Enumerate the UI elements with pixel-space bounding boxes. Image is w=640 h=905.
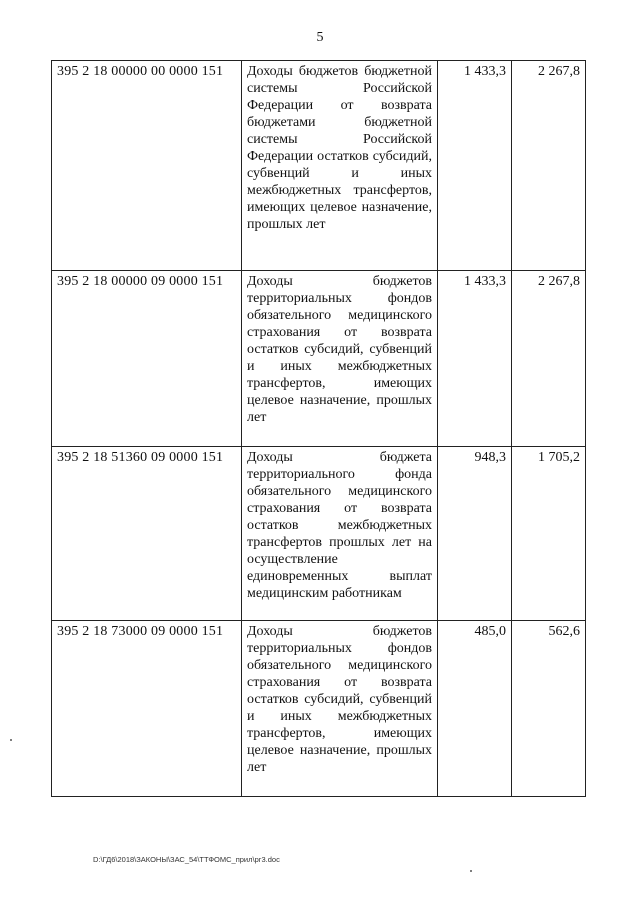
file-path-footer: D:\ГД6\2018\ЗАКОНЫ\ЗАС_54\ТТФОМС_прил\рг3.doc xyxy=(93,855,280,864)
amount-cell-1: 1 433,3 xyxy=(438,61,512,271)
page-number: 5 xyxy=(316,30,324,45)
revenue-name-cell: Доходы бюджетов бюджетной системы Российской Федерации от возврата бюджетами бюджетной системы Российской Федерации остатков субсидий, субвенций и иных межбюджетных трансфертов, имеющих целевое назначение, прошлых лет xyxy=(242,61,438,271)
amount-cell-2: 2 267,8 xyxy=(512,61,586,271)
revenue-table xyxy=(51,60,586,797)
table-row xyxy=(52,621,586,797)
amount-cell-2: 1 705,2 xyxy=(512,447,586,621)
budget-code-cell: 395 2 18 00000 09 0000 151 xyxy=(52,271,242,447)
table-row xyxy=(52,271,586,447)
budget-code-cell: 395 2 18 73000 09 0000 151 xyxy=(52,621,242,797)
budget-code-cell: 395 2 18 51360 09 0000 151 xyxy=(52,447,242,621)
table-row xyxy=(52,447,586,621)
revenue-name-cell: Доходы бюджетов территориальных фондов обязательного медицинского страхования от возврата остатков субсидий, субвенций и иных межбюджетных трансфертов, имеющих целевое назначение, прошлых лет xyxy=(242,271,438,447)
revenue-name-cell: Доходы бюджета территориального фонда обязательного медицинского страхования от возврата остатков межбюджетных трансфертов прошлых лет на осуществление единовременных выплат медицинским работникам xyxy=(242,447,438,621)
amount-cell-2: 562,6 xyxy=(512,621,586,797)
scan-speck xyxy=(470,870,472,872)
table-row xyxy=(52,61,586,271)
revenue-name-cell: Доходы бюджетов территориальных фондов обязательного медицинского страхования от возврата остатков субсидий, субвенций и иных межбюджетных трансфертов, имеющих целевое назначение, прошлых лет xyxy=(242,621,438,797)
amount-cell-2: 2 267,8 xyxy=(512,271,586,447)
amount-cell-1: 1 433,3 xyxy=(438,271,512,447)
amount-cell-1: 485,0 xyxy=(438,621,512,797)
budget-code-cell: 395 2 18 00000 00 0000 151 xyxy=(52,61,242,271)
scan-speck xyxy=(10,739,12,741)
amount-cell-1: 948,3 xyxy=(438,447,512,621)
